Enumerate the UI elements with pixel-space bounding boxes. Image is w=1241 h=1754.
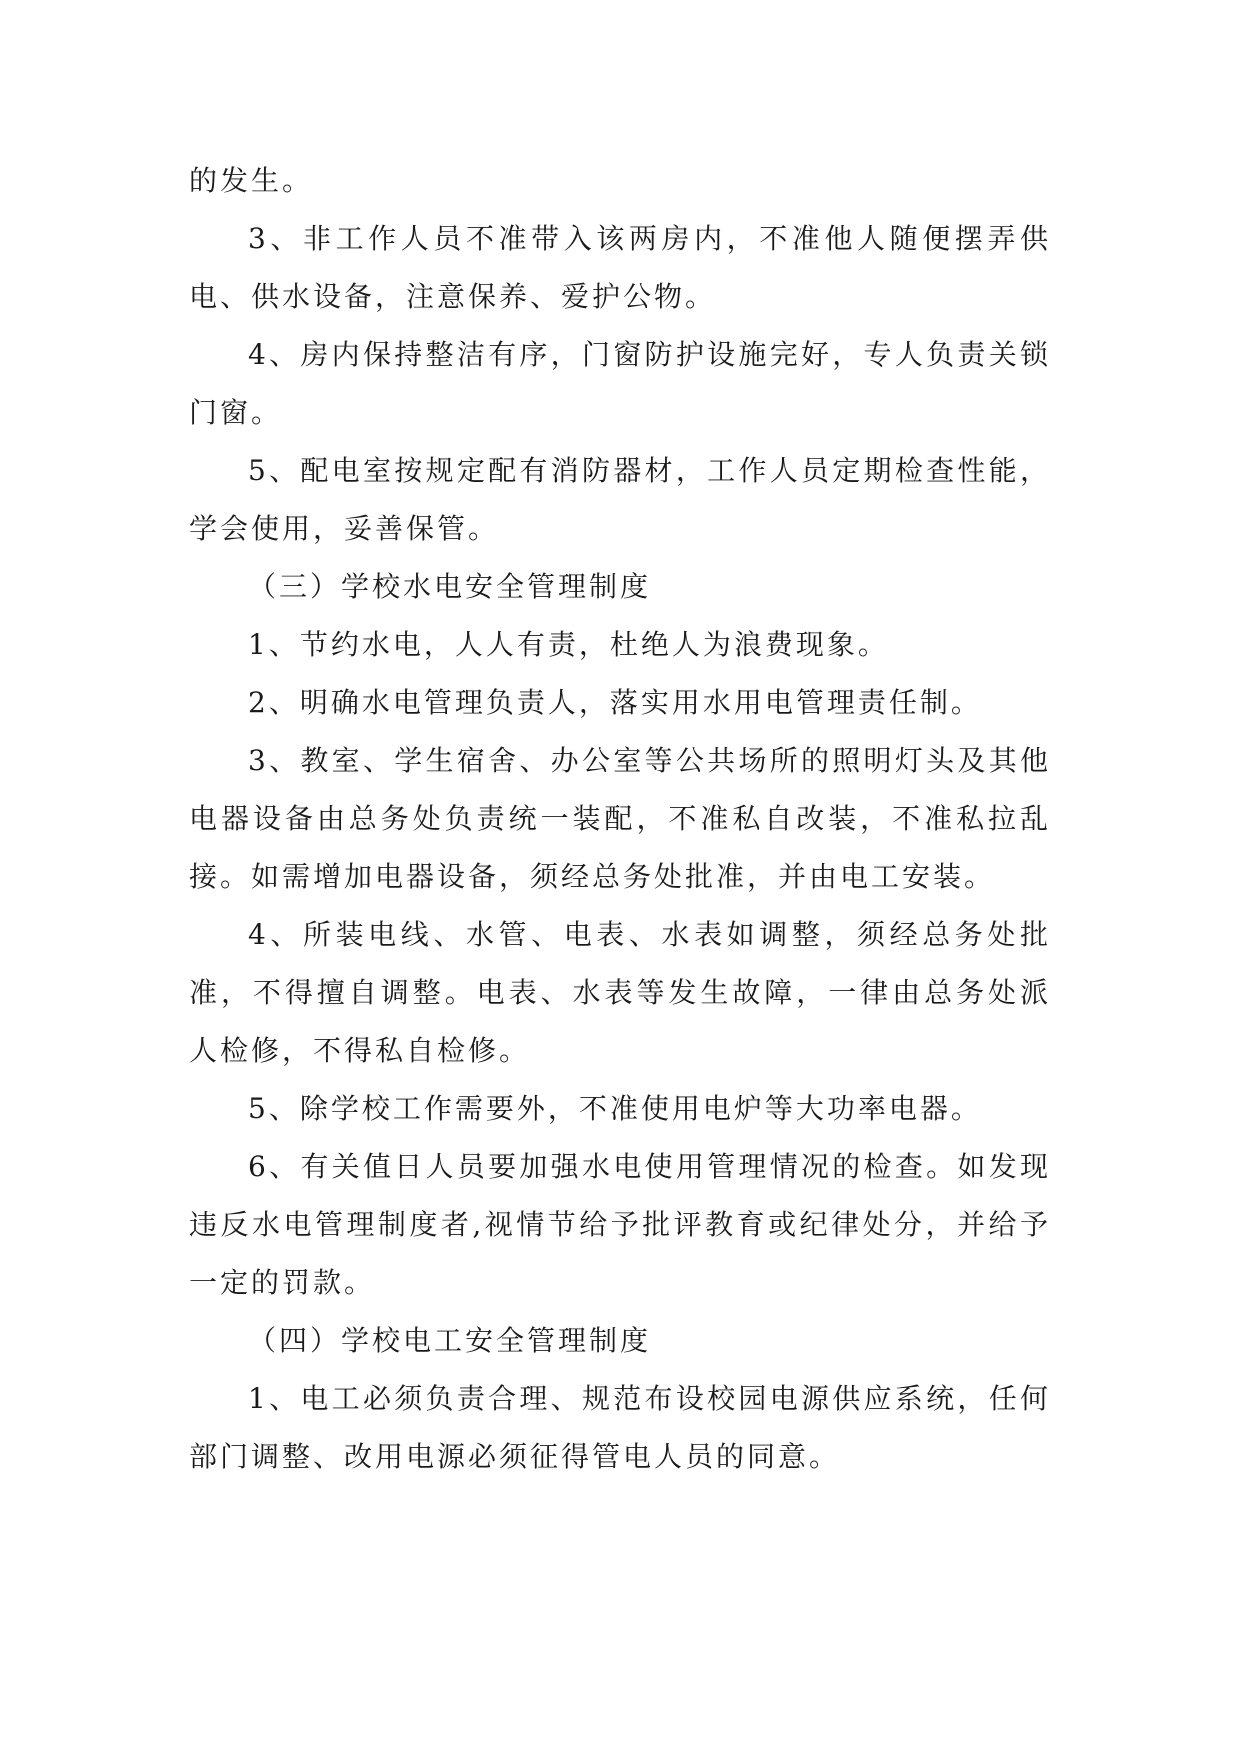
section-heading-3: （三）学校水电安全管理制度 [248, 570, 652, 603]
rule-item-3b: 3、教室、学生宿舍、办公室等公共场所的照明灯头及其他电器设备由总务处负责统一装配，不准私自改装，不准私拉乱接。如需增加电器设备，须经总务处批准，并由电工安装。 [189, 744, 1051, 893]
document-body [189, 152, 1051, 1486]
rule-item-2: 2、明确水电管理负责人，落实用水用电管理责任制。 [248, 686, 982, 719]
rule-item-1b: 1、电工必须负责合理、规范布设校园电源供应系统，任何部门调整、改用电源必须征得管电人员的同意。 [189, 1382, 1051, 1473]
section-heading-4: （四）学校电工安全管理制度 [248, 1324, 652, 1357]
rule-item-4b: 4、所装电线、水管、电表、水表如调整，须经总务处批准，不得擅自调整。电表、水表等发生故障，一律由总务处派人检修，不得私自检修。 [189, 918, 1051, 1067]
rule-item-6: 6、有关值日人员要加强水电使用管理情况的检查。如发现违反水电管理制度者,视情节给予批评教育或纪律处分，并给予一定的罚款。 [189, 1150, 1051, 1299]
paragraph-continuation: 的发生。 [189, 164, 314, 197]
rule-item-5b: 5、除学校工作需要外，不准使用电炉等大功率电器。 [248, 1092, 982, 1125]
rule-item-5: 5、配电室按规定配有消防器材，工作人员定期检查性能，学会使用，妥善保管。 [189, 454, 1051, 545]
rule-item-4: 4、房内保持整洁有序，门窗防护设施完好，专人负责关锁门窗。 [189, 338, 1051, 429]
rule-item-1: 1、节约水电，人人有责，杜绝人为浪费现象。 [248, 628, 889, 661]
rule-item-3: 3、非工作人员不准带入该两房内，不准他人随便摆弄供电、供水设备，注意保养、爱护公物。 [189, 222, 1051, 313]
